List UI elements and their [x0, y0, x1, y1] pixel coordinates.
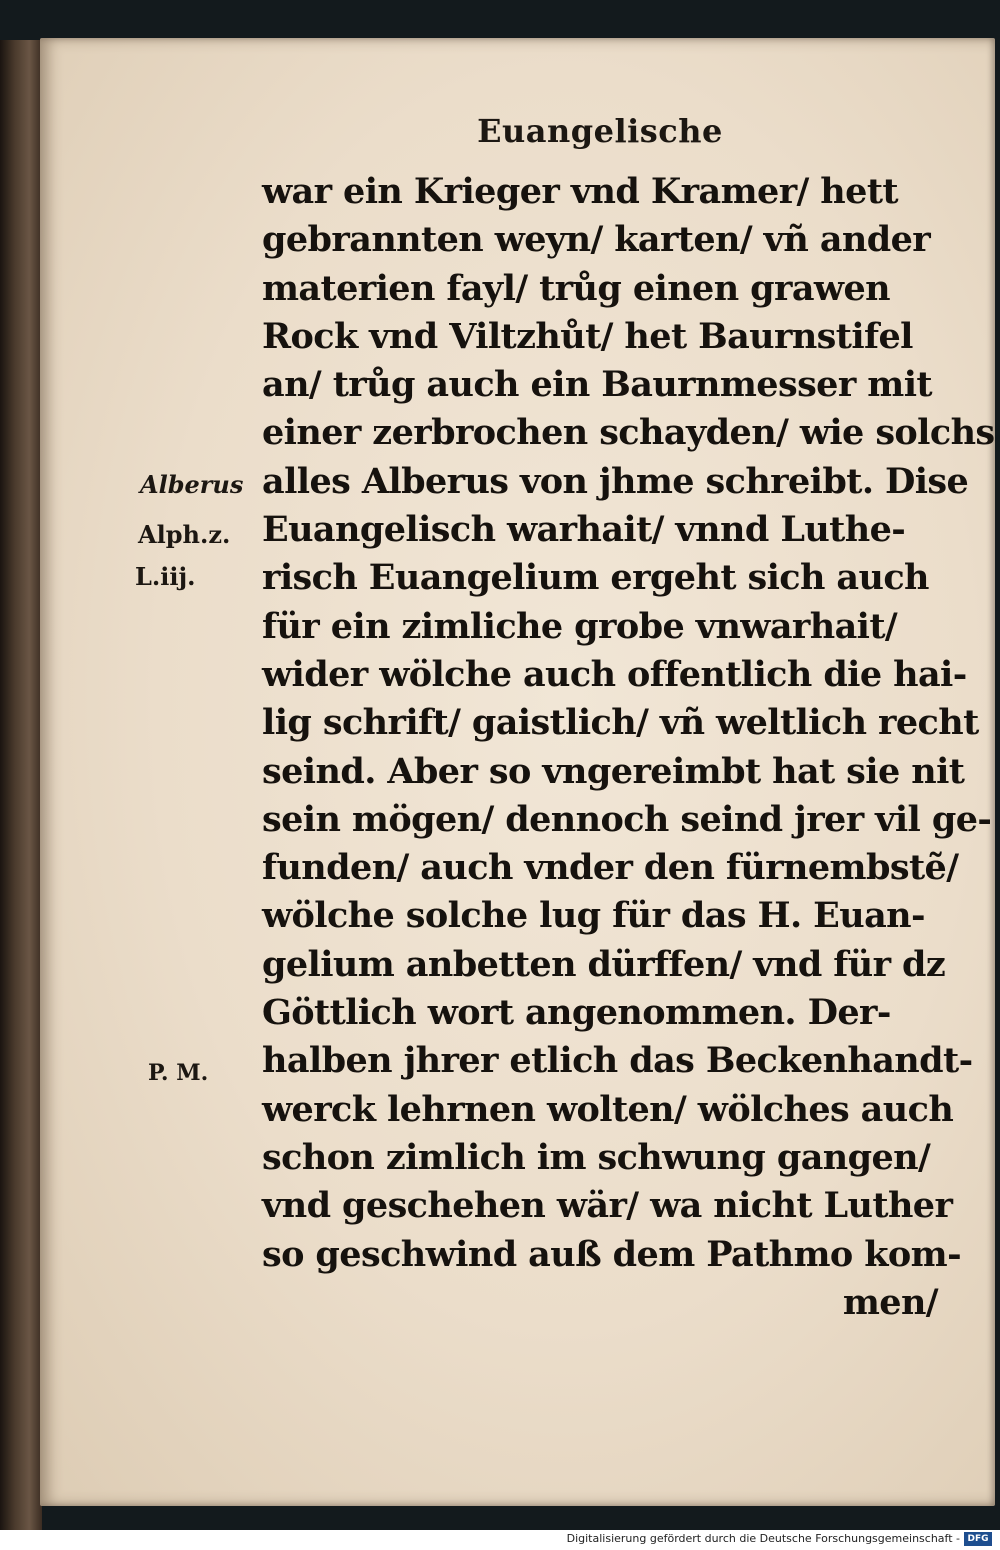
text-line: alles Alberus von jhme schreibt. Dise	[262, 460, 969, 502]
margin-note-alberus: Alberus	[140, 470, 244, 499]
text-line: einer zerbrochen schayden/ wie solchs	[262, 412, 995, 454]
text-line: sein mögen/ dennoch seind jrer vil ge-	[262, 798, 992, 840]
text-line: gelium anbetten dürffen/ vnd für dz	[262, 943, 946, 985]
text-line: war ein Krieger vnd Kramer/ hett	[262, 171, 898, 212]
text-line: seind. Aber so vngereimbt hat sie nit	[262, 750, 965, 792]
page-header: Euangelische	[477, 112, 723, 150]
text-line: wider wölche auch offentlich die hai-	[262, 653, 967, 695]
book-binding	[0, 40, 42, 1530]
footer-bar	[0, 1530, 1000, 1550]
text-line: risch Euangelium ergeht sich auch	[262, 557, 929, 599]
funding-credit: Digitalisierung gefördert durch die Deutsche Forschungsgemeinschaft -	[566, 1532, 960, 1545]
text-line: vnd geschehen wär/ wa nicht Luther	[262, 1185, 953, 1227]
catchword-line: men/	[842, 1281, 938, 1323]
text-line: gebrannten weyn/ karten/ vñ ander	[262, 219, 931, 261]
text-line: materien fayl/ trůg einen grawen	[262, 267, 890, 309]
text-line: Rock vnd Viltzhůt/ het Baurnstifel	[262, 315, 913, 357]
text-line: funden/ auch vnder den fürnembstẽ/	[262, 847, 959, 889]
text-line: Euangelisch warhait/ vnnd Luthe-	[262, 509, 906, 551]
text-line: lig schrift/ gaistlich/ vñ weltlich recht	[262, 702, 979, 744]
text-line: an/ trůg auch ein Baurnmesser mit	[262, 364, 932, 406]
text-line: wölche solche lug für das H. Euan-	[262, 895, 925, 937]
text-line: werck lehrnen wolten/ wölches auch	[262, 1088, 954, 1130]
dfg-logo-icon: DFG	[964, 1532, 992, 1546]
text-line: Göttlich wort angenommen. Der-	[262, 992, 891, 1034]
page-body	[262, 168, 995, 1327]
text-line: halben jhrer etlich das Beckenhandt-	[262, 1040, 973, 1082]
margin-note-pm: P. M.	[148, 1060, 209, 1086]
margin-note-alph: Alph.z.	[138, 520, 231, 549]
text-line: schon zimlich im schwung gangen/	[262, 1136, 931, 1178]
margin-note-liij: L.iij.	[135, 562, 196, 591]
text-line: für ein zimliche grobe vnwarhait/	[262, 605, 898, 647]
text-line: so geschwind auß dem Pathmo kom-	[262, 1233, 962, 1275]
